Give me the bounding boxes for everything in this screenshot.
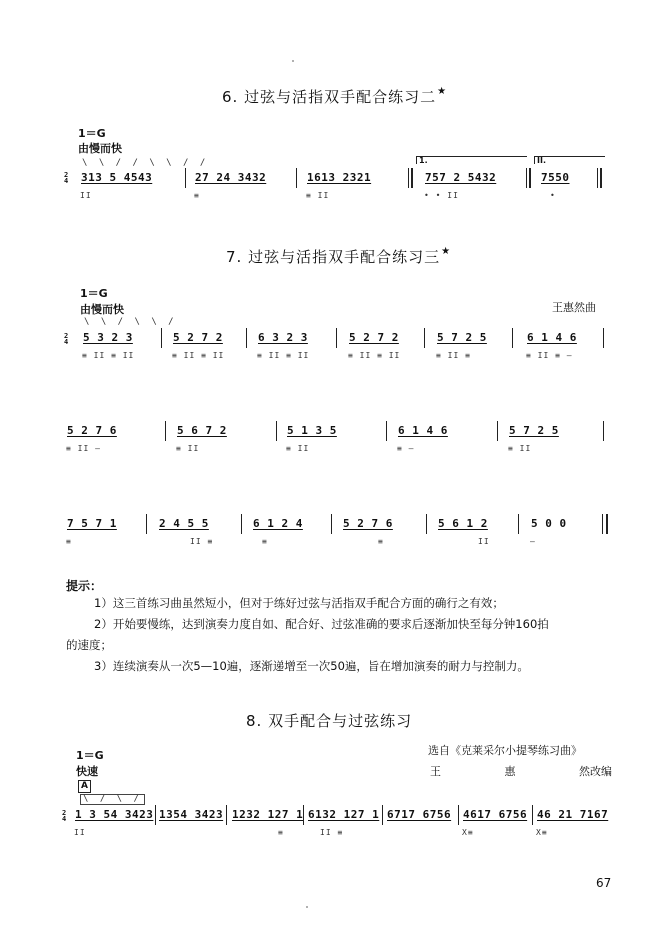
barline [458, 805, 459, 825]
barline [331, 514, 332, 534]
s7-r3-fingering-5: II [478, 537, 490, 546]
barline [276, 421, 277, 441]
s8-fingering-1: II [74, 828, 86, 837]
s7-r1-measure-2: 5 2 7 2 [173, 331, 223, 344]
barline [303, 805, 304, 825]
barline [426, 514, 427, 534]
s8-measure-2: 1354 3423 [159, 808, 224, 821]
barline [146, 514, 147, 534]
section-6-tempo: 由慢而快 [78, 142, 122, 155]
barline [532, 805, 533, 825]
barline [512, 328, 513, 348]
barline [246, 328, 247, 348]
s8-fingering-4: X≡ [462, 828, 474, 837]
barline [336, 328, 337, 348]
barline [518, 514, 519, 534]
barline [386, 421, 387, 441]
s7-r2-fingering-4: ≡ – [397, 444, 415, 453]
star-mark: ★ [441, 246, 452, 257]
scan-speck [292, 60, 294, 62]
s7-r2-measure-5: 5 7 2 5 [509, 424, 559, 437]
barline [603, 328, 604, 348]
barline [382, 805, 383, 825]
page-number: 67 [596, 876, 612, 890]
s7-r3-measure-4: 5 2 7 6 [343, 517, 393, 530]
s7-r1-fingering-3: ≡ II ≡ II [257, 351, 310, 360]
section-7-title [226, 246, 451, 267]
s7-r2-fingering-3: ≡ II [286, 444, 310, 453]
section-7-tempo: 由慢而快 [80, 303, 124, 316]
barline [408, 168, 409, 188]
s8-measure-5: 6717 6756 [387, 808, 452, 821]
barline [424, 328, 425, 348]
section-7-title-text: 7. 过弦与活指双手配合练习三 [226, 248, 441, 266]
s7-r3-fingering-4: ≡ [378, 537, 384, 546]
s7-r3-fingering-6: – [530, 537, 536, 546]
s7-r3-measure-5: 5 6 1 2 [438, 517, 488, 530]
section-6-title-text: 6. 过弦与活指双手配合练习二 [222, 88, 437, 106]
s7-r3-fingering-3: ≡ [262, 537, 268, 546]
s8-measure-1: 1 3 54 3423 [75, 808, 154, 821]
s7-r1-fingering-5: ≡ II ≡ [436, 351, 471, 360]
s6-fingering-3: ≡ II [306, 191, 330, 200]
section-6-title [222, 86, 447, 107]
s6-measure-1: 313 5 4543 [81, 171, 153, 184]
section-7-composer: 王惠然曲 [552, 301, 596, 314]
s7-r3-fingering-1: ≡ [66, 537, 72, 546]
s6-fingering-5: • [550, 191, 556, 200]
section-6-bowing: \ \ / / \ \ / / [82, 158, 209, 168]
section-8-arranger: 王 惠 然改编 [430, 765, 612, 778]
s8-fingering-3: II ≡ [320, 828, 344, 837]
section-6-key: 1＝G [78, 127, 106, 140]
barline [603, 421, 604, 441]
barline [161, 328, 162, 348]
barline [597, 168, 598, 188]
s6-measure-4: 757 2 5432 [425, 171, 497, 184]
s7-r3-measure-3: 6 1 2 4 [253, 517, 303, 530]
s8-fingering-2: ≡ [278, 828, 284, 837]
section-7-time-signature: 2 4 [64, 332, 69, 346]
s7-r1-fingering-4: ≡ II ≡ II [348, 351, 401, 360]
s8-measure-4: 6132 127 1 [308, 808, 380, 821]
rehearsal-mark-a: A [78, 780, 91, 793]
notes-title: 提示： [66, 579, 103, 593]
section-6-time-signature: 2 4 [64, 171, 69, 185]
s7-r1-measure-5: 5 7 2 5 [437, 331, 487, 344]
note-1: 1）这三首练习曲虽然短小，但对于练好过弦与活指双手配合方面的确行之有效； [94, 596, 504, 610]
s6-measure-5: 7550 [541, 171, 570, 184]
s7-r2-measure-1: 5 2 7 6 [67, 424, 117, 437]
note-3: 3）连续演奏从一次5—10遍，逐渐递增至一次50遍，旨在增加演奏的耐力与控制力。 [94, 659, 529, 673]
section-8-title: 8. 双手配合与过弦练习 [246, 712, 413, 730]
volta-1: 1. [416, 156, 527, 164]
s7-r1-fingering-6: ≡ II ≡ – [526, 351, 573, 360]
s7-r2-measure-2: 5 6 7 2 [177, 424, 227, 437]
note-2-continued: 的速度； [66, 638, 112, 652]
barline [241, 514, 242, 534]
repeat-start-bar [411, 168, 413, 188]
s7-r3-measure-2: 2 4 5 5 [159, 517, 209, 530]
barline [155, 805, 156, 825]
section-7-bowing: \ \ / \ \ / [84, 317, 177, 327]
section-8-source: 选自《克莱采尔小提琴练习曲》 [428, 744, 582, 757]
s7-r2-fingering-1: ≡ II – [66, 444, 101, 453]
s6-fingering-2: ≡ [194, 191, 200, 200]
s7-r3-fingering-2: II ≡ [190, 537, 214, 546]
s7-r1-measure-6: 6 1 4 6 [527, 331, 577, 344]
section-8-key: 1＝G [76, 749, 104, 762]
s7-r3-measure-6: 5 0 0 [531, 517, 567, 530]
volta-2: II. [534, 156, 605, 164]
s8-fingering-5: X≡ [536, 828, 548, 837]
s7-r2-measure-3: 5 1 3 5 [287, 424, 337, 437]
s8-measure-3: 1232 127 1 [232, 808, 304, 821]
barline [165, 421, 166, 441]
s8-measure-6: 4617 6756 [463, 808, 528, 821]
repeat-end-bar [606, 514, 608, 534]
s6-fingering-1: II [80, 191, 92, 200]
barline [602, 514, 603, 534]
barline [185, 168, 186, 188]
s7-r3-measure-1: 7 5 7 1 [67, 517, 117, 530]
section-8-bowing: \ / \ / [80, 794, 145, 805]
s7-r1-measure-3: 6 3 2 3 [258, 331, 308, 344]
s7-r1-measure-4: 5 2 7 2 [349, 331, 399, 344]
s7-r2-measure-4: 6 1 4 6 [398, 424, 448, 437]
section-8-time-signature: 2 4 [62, 809, 67, 823]
note-2: 2）开始要慢练，达到演奏力度自如、配合好、过弦准确的要求后逐渐加快至每分钟160拍 [94, 617, 549, 631]
star-mark: ★ [437, 86, 448, 97]
barline [526, 168, 527, 188]
s7-r1-fingering-2: ≡ II ≡ II [172, 351, 225, 360]
s7-r1-fingering-1: ≡ II ≡ II [82, 351, 135, 360]
s8-measure-7: 46 21 7167 [537, 808, 609, 821]
s7-r1-measure-1: 5 3 2 3 [83, 331, 133, 344]
barline [497, 421, 498, 441]
barline [296, 168, 297, 188]
s6-measure-3: 1613 2321 [307, 171, 372, 184]
final-bar [600, 168, 602, 188]
scan-speck [306, 906, 308, 908]
s7-r2-fingering-2: ≡ II [176, 444, 200, 453]
barline [226, 805, 227, 825]
s6-fingering-4: • • II [424, 191, 459, 200]
repeat-end-bar [529, 168, 531, 188]
section-7-key: 1＝G [80, 287, 108, 300]
section-8-tempo: 快速 [76, 765, 98, 778]
s6-measure-2: 27 24 3432 [195, 171, 267, 184]
s7-r2-fingering-5: ≡ II [508, 444, 532, 453]
